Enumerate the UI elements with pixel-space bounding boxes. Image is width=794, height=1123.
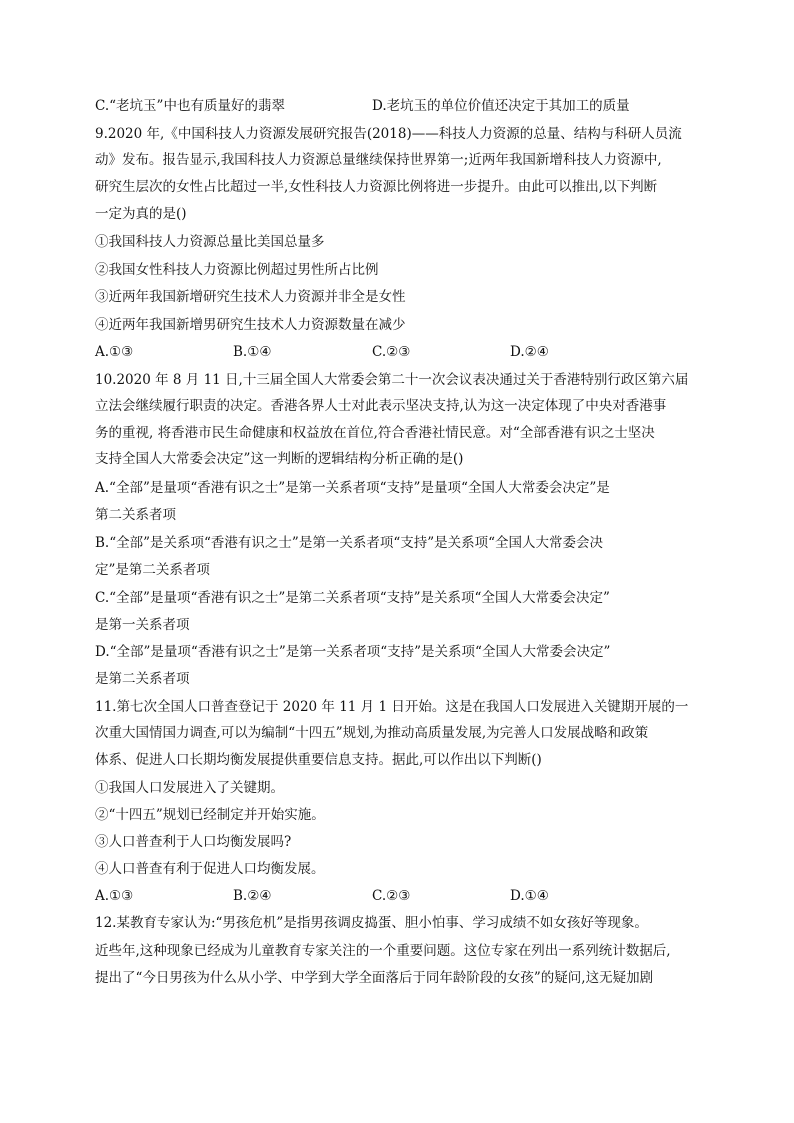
q9-option-d: D.②④ [510,344,549,360]
q9-statement: ②我国女性科技人力资源比例超过男性所占比例 [95,262,379,278]
q11-statement: ②“十四五”规划已经制定并开始实施。 [95,807,325,823]
q11-option-d: D.①④ [510,888,549,904]
q9-statement: ④近两年我国新增男研究生技术人力资源数量在减少 [95,317,406,333]
q10-stem-line: 支持全国人大常委会决定”这一判断的逻辑结构分析正确的是() [95,451,464,467]
q12-stem-line: 提出了“今日男孩为什么从小学、中学到大学全面落后于同年龄阶段的女孩”的疑问,这无疑加剧 [95,970,654,986]
q11-stem-line: 体系、促进人口长期均衡发展提供重要信息支持。据此,可以作出以下判断() [95,752,542,768]
q11-stem-line: 次重大国情国力调查,可以为编制“十四五”规划,为推动高质量发展,为完善人口发展战略和政策 [95,725,649,741]
q12-stem-line: 12.某教育专家认为:“男孩危机”是指男孩调皮捣蛋、胆小怕事、学习成绩不如女孩好等现象。 [95,915,648,931]
q9-stem-line: 研究生层次的女性占比超过一半,女性科技人力资源比例将进一步提升。由此可以推出,以下判断 [95,179,658,195]
q11-option-a: A.①③ [95,888,134,904]
q11-statement: ③人口普查利于人口均衡发展吗? [95,834,292,850]
q12-stem-line: 近些年,这种现象已经成为儿童教育专家关注的一个重要问题。这位专家在列出一系列统计数据后, [95,943,671,959]
q10-option-line: D.“全部”是量项“香港有识之士”是第一关系者项“支持”是关系项“全国人大常委会决定” [95,644,611,660]
q10-option-line: B.“全部”是关系项“香港有识之士”是第一关系者项“支持”是关系项“全国人大常委会决 [95,535,604,551]
q11-option-c: C.②③ [372,888,411,904]
q9-stem-line: 动》发布。报告显示,我国科技人力资源总量继续保持世界第一;近两年我国新增科技人力资源中, [95,152,662,168]
q9-stem-line: 9.2020 年,《中国科技人力资源发展研究报告(2018)——科技人力资源的总量、结构与科研人员流 [95,126,682,142]
q10-option-line: 是第一关系者项 [95,617,190,633]
q8-option-d: D.老坑玉的单位价值还决定于其加工的质量 [372,98,630,114]
q9-statement: ③近两年我国新增研究生技术人力资源并非全是女性 [95,289,406,305]
q11-stem-line: 11.第七次全国人口普查登记于 2020 年 11 月 1 日开始。这是在我国人口发展进入关键期开展的一 [95,699,689,715]
q11-option-b: B.②④ [233,888,272,904]
q9-statement: ①我国科技人力资源总量比美国总量多 [95,234,325,250]
q10-option-line: C.“全部”是量项“香港有识之士”是第二关系者项“支持”是关系项“全国人大常委会决定” [95,590,610,606]
q8-option-c: C.“老坑玉”中也有质量好的翡翠 [95,98,285,114]
q10-stem-line: 立法会继续履行职责的决定。香港各界人士对此表示坚决支持,认为这一决定体现了中央对香港事 [95,398,667,414]
q9-option-c: C.②③ [372,344,411,360]
q9-stem-line: 一定为真的是() [95,206,187,222]
q9-option-b: B.①④ [233,344,272,360]
q10-stem-line: 务的重视, 将香港市民生命健康和权益放在首位,符合香港社情民意。对“全部香港有识之士坚决 [95,425,655,441]
q10-stem-line: 10.2020 年 8 月 11 日,十三届全国人大常委会第二十一次会议表决通过关于香港特别行政区第六届 [95,372,689,388]
q10-option-line: 第二关系者项 [95,507,176,523]
q10-option-line: A.“全部”是量项“香港有识之士”是第一关系者项“支持”是量项“全国人大常委会决定”是 [95,480,610,496]
q10-option-line: 定”是第二关系者项 [95,562,210,578]
q9-option-a: A.①③ [95,344,134,360]
q11-statement: ①我国人口发展进入了关键期。 [95,780,284,796]
q11-statement: ④人口普查有利于促进人口均衡发展。 [95,861,325,877]
q10-option-line: 是第二关系者项 [95,671,190,687]
